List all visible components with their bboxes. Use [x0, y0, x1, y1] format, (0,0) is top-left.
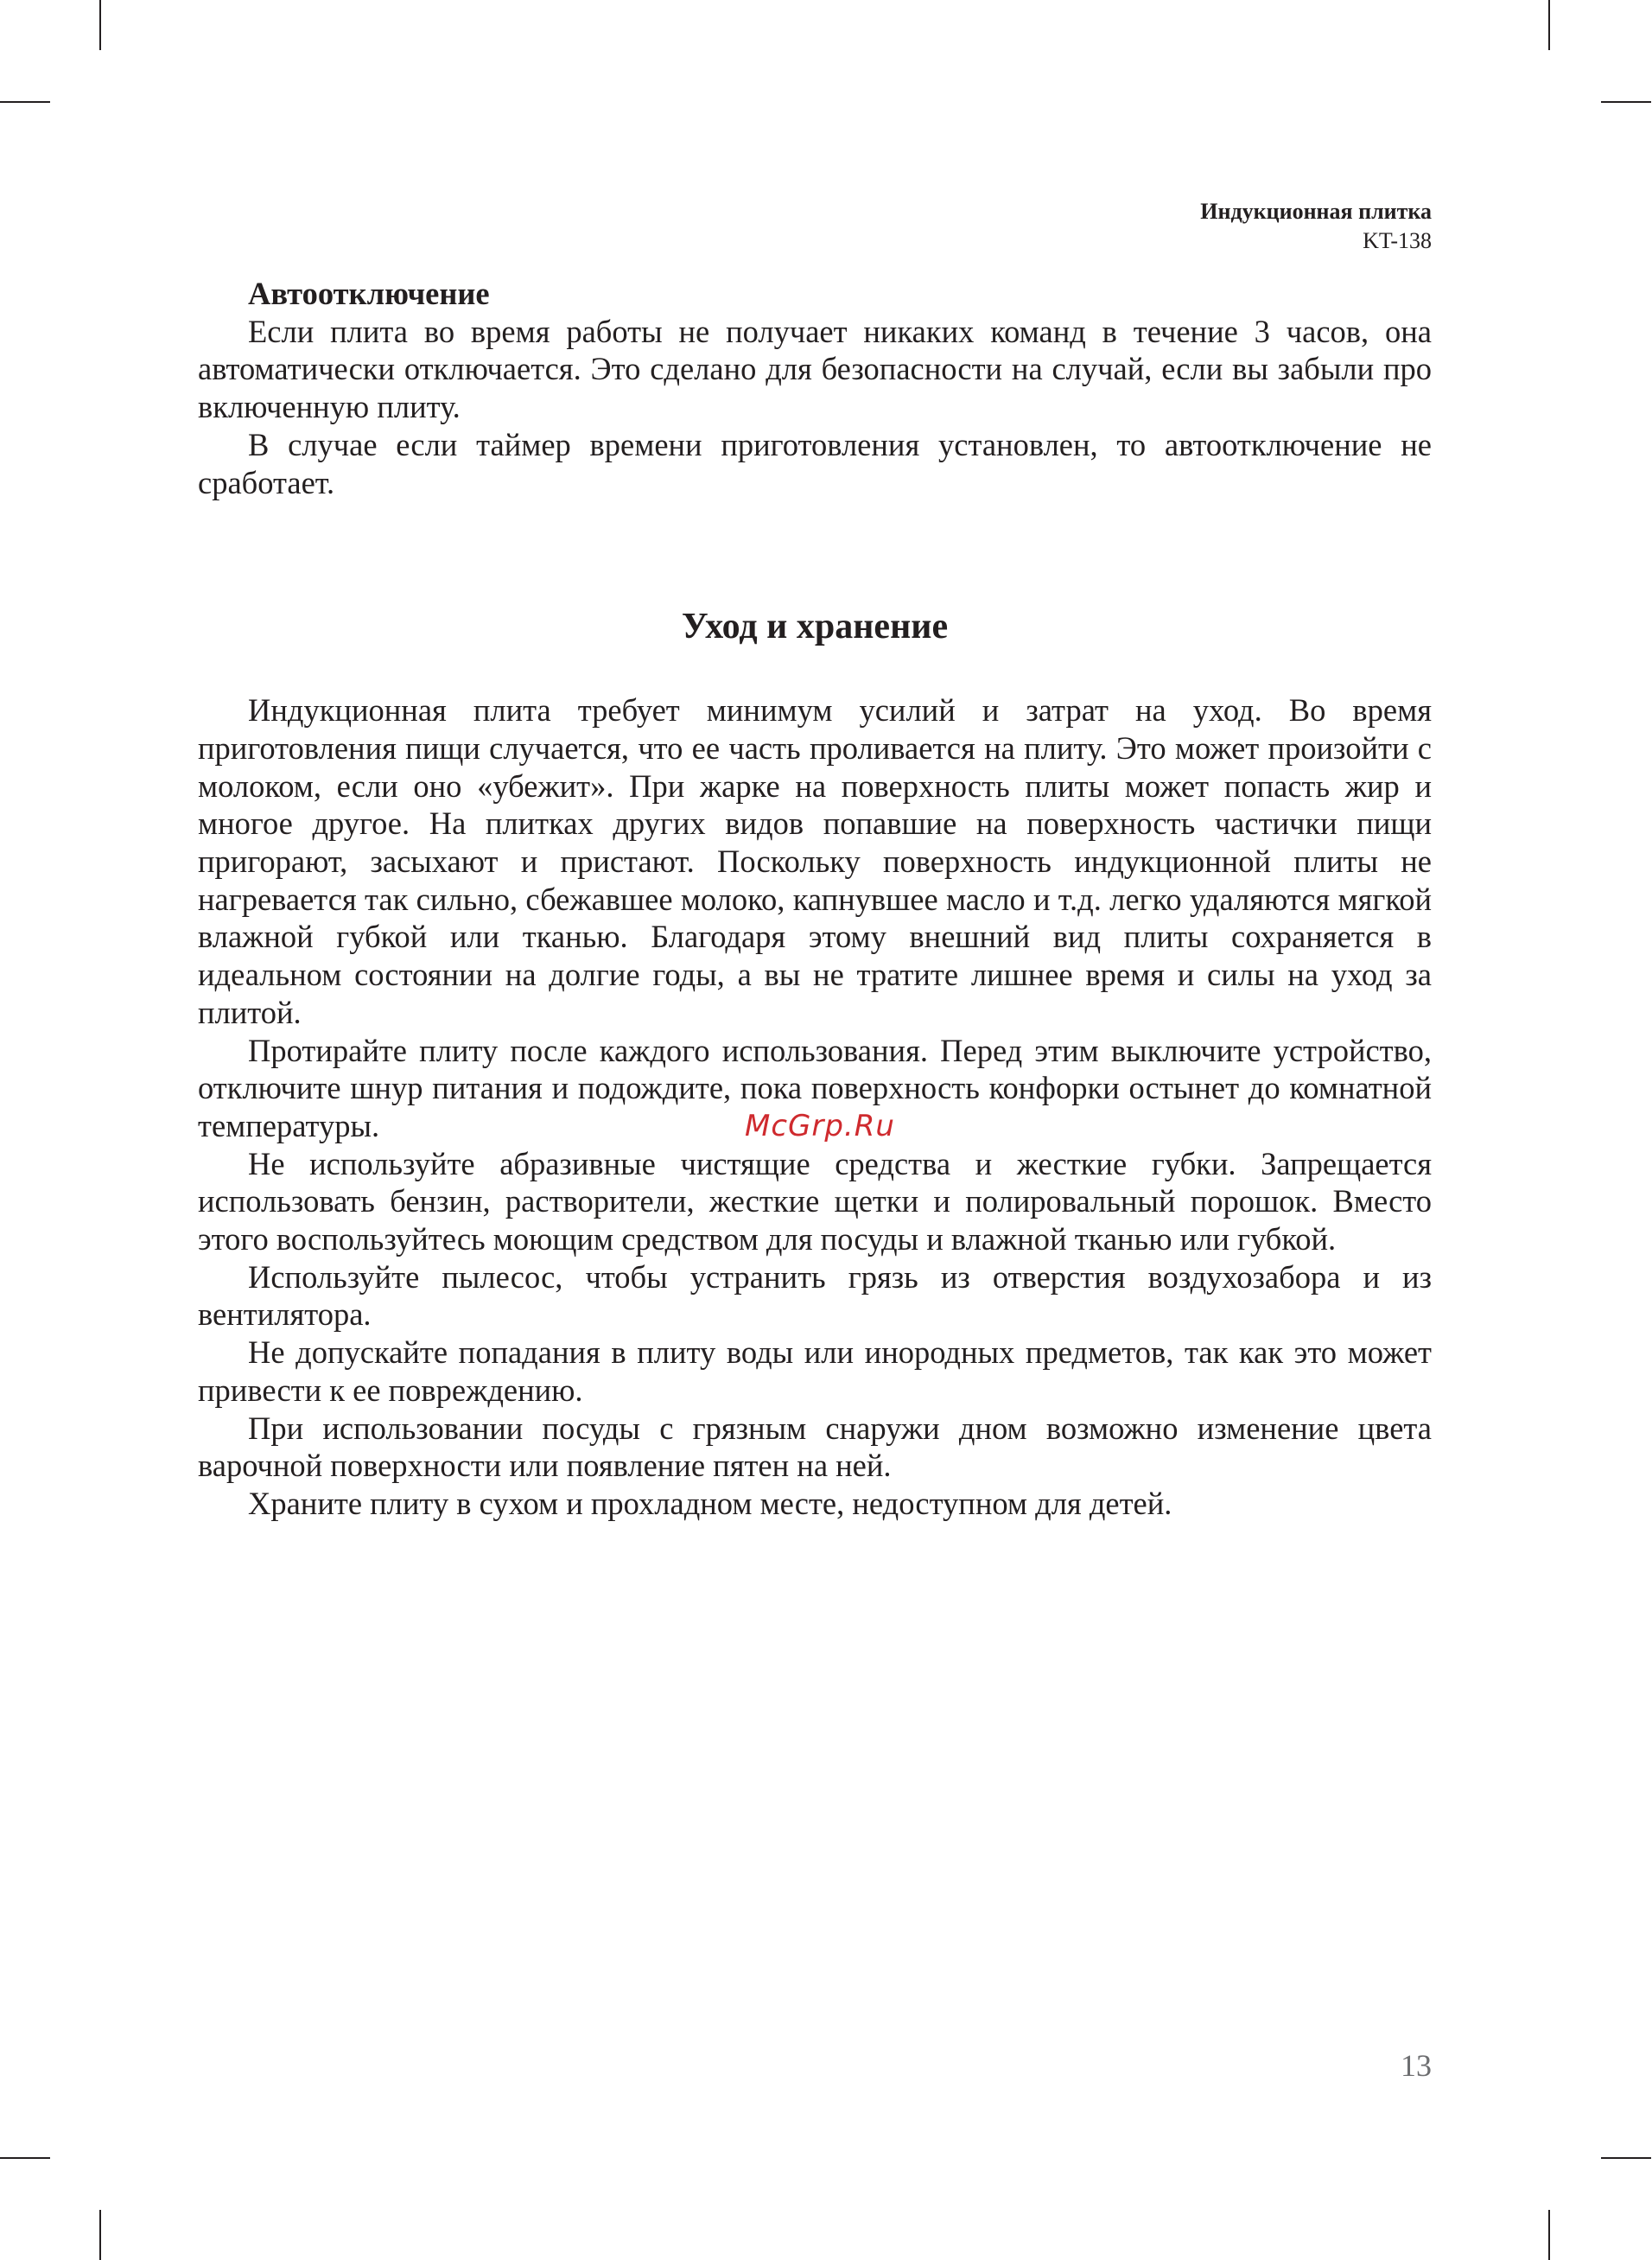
crop-mark-right-top — [1601, 101, 1651, 103]
autooff-paragraph: Если плита во время работы не получает никаких команд в течение 3 часов, она автоматически отключается. Это сделано для безопасности на случай, если вы забыли про включенную плиту. — [198, 313, 1432, 425]
care-paragraph: При использовании посуды с грязным снаружи дном возможно изменение цвета варочной поверхности или появление пятен на ней. — [198, 1410, 1432, 1484]
crop-mark-right-bottom — [1601, 2157, 1651, 2159]
page-content — [198, 275, 1432, 1523]
care-section-title: Уход и хранение — [681, 607, 949, 647]
crop-mark-top-left — [99, 0, 101, 50]
care-paragraph: Индукционная плита требует минимум усилий и затрат на уход. Во время приготовления пищи случается, что ее часть проливается на плиту. Это может произойти с молоком, если оно «убежит». При жарке на поверхность плиты может попасть жир и многое другое. На плитках других видов попавшие на поверхность частички пищи пригорают, засыхают и пристают. Поскольку поверхность индукционной плиты не нагревается так сильно, сбежавшее молоко, капнувшее масло и т.д. легко удаляются мягкой влажной губкой или тканью. Благодаря этому внешний вид плиты сохраняется в идеальном состоянии на долгие годы, а вы не тратите лишнее время и силы на уход за плитой. — [198, 692, 1432, 1030]
care-paragraph: Используйте пылесос, чтобы устранить грязь из отверстия воздухозабора и из вентилятора. — [198, 1258, 1432, 1333]
care-paragraph: Протирайте плиту после каждого использования. Перед этим выключите устройство, отключите шнур питания и подождите, пока поверхность конфорки остынет до комнатной температуры. — [198, 1032, 1432, 1143]
care-paragraph: Не используйте абразивные чистящие средства и жесткие губки. Запрещается использовать бензин, растворители, жесткие щетки и полировальный порошок. Вместо этого воспользуйтесь моющим средством для посуды и влажной тканью или губкой. — [198, 1145, 1432, 1257]
watermark-link[interactable]: McGrp.Ru — [745, 1109, 895, 1143]
care-paragraph: Храните плиту в сухом и прохладном месте, недоступном для детей. — [248, 1485, 1172, 1521]
crop-mark-bottom-right — [1548, 2210, 1550, 2260]
running-header — [1200, 197, 1432, 256]
header-product-title: Индукционная плитка — [1200, 199, 1432, 224]
header-model: KT-138 — [1363, 228, 1432, 253]
crop-mark-top-right — [1548, 0, 1550, 50]
autooff-paragraph: В случае если таймер времени приготовления установлен, то автоотключение не сработает. — [198, 426, 1432, 500]
crop-mark-left-bottom — [0, 2157, 50, 2159]
crop-mark-bottom-left — [99, 2210, 101, 2260]
crop-mark-left-top — [0, 101, 50, 103]
page-number: 13 — [1401, 2048, 1432, 2083]
care-paragraph: Не допускайте попадания в плиту воды или инородных предметов, так как это может привести к ее повреждению. — [198, 1334, 1432, 1408]
autooff-heading: Автоотключение — [248, 276, 490, 311]
